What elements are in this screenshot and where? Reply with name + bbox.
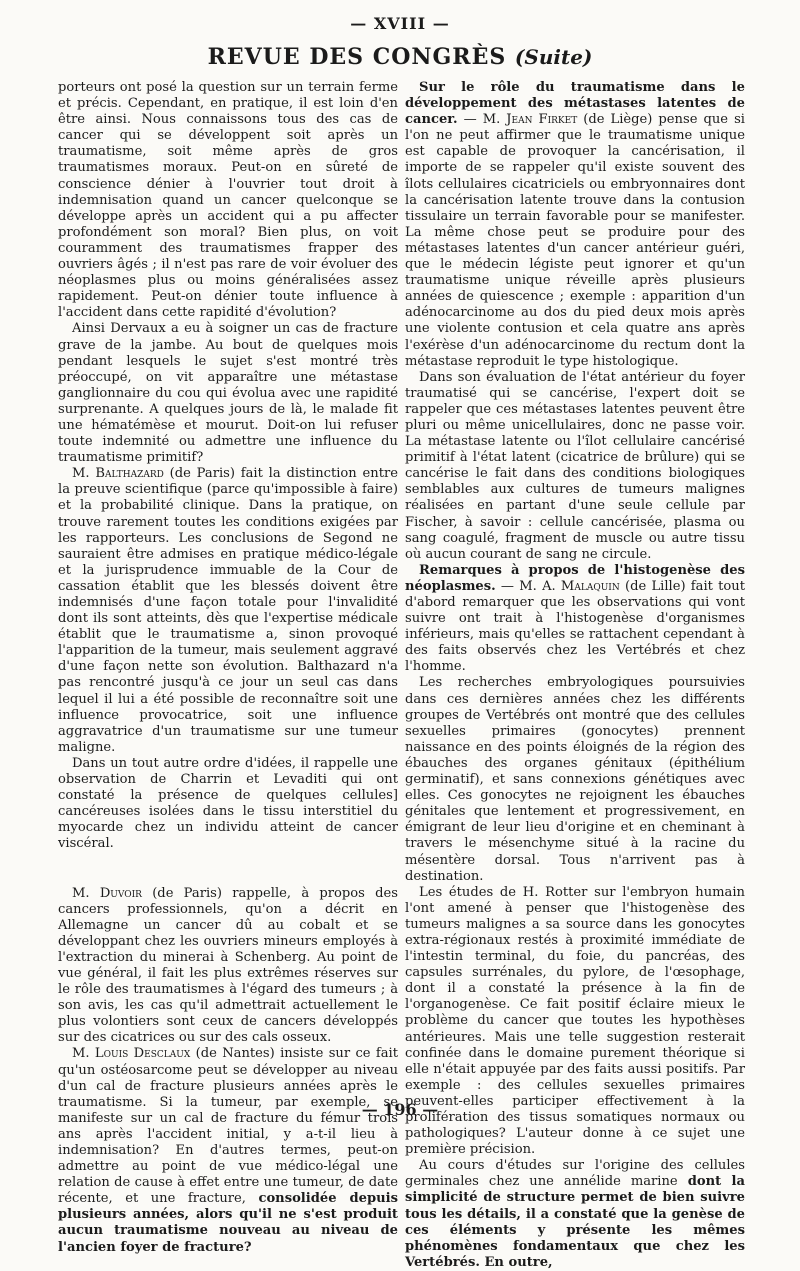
paragraph: [58, 886, 398, 1047]
title-suffix: (Suite): [514, 45, 593, 69]
paragraph-text: (de Paris) fait la distinction entre la preuve scientifique (parce qu'impossible à faire) et la probabilité clinique. Dans la pratique, on trouve rarement toutes les conditions exigées par les rapporteurs. Les conclusions de Segond ne sauraient être admises en pratique médico-légale et la jurisprudence immuable de la Cour de cassation établit que les blessés doivent être indemnisés d'une façon totale pour l'invalidité dont ils sont atteints, dès que l'expertise médicale établit que le traumatisme a, sinon provoqué l'apparition de la tumeur, mais seulement aggravé d'une façon nette son évolution. Balthazard n'a pas rencontré jusqu'à ce jour un seul cas dans lequel il lui a été possible de reconnaître soit une influence provocatrice, soit une influence aggravatrice d'un traumatisme sur une tumeur maligne.: [58, 466, 398, 755]
section-heading: Remarques à propos de l'histogenèse des néoplasmes.: [405, 562, 745, 594]
paragraph: [405, 563, 745, 676]
page-number: — 196 —: [361, 1100, 439, 1119]
right-column: [405, 80, 745, 1271]
page-title: [0, 44, 800, 70]
author-name: M. Balthazard: [72, 466, 164, 482]
paragraph: [58, 1046, 398, 1255]
paragraph: Dans un tout autre ordre d'idées, il rappelle une observation de Charrin et Levaditi qui ont constaté la présence de quelques cellules] cancéreuses isolées dans le tissu interstitiel du myocarde chez un individu atteint de cancer viscéral.: [58, 755, 398, 852]
author-name: — M. Jean Firket: [457, 112, 578, 128]
section-numeral: — XVIII —: [350, 14, 450, 33]
paragraph-text: (de Lille) fait tout d'abord remarquer que les observations qui vont suivre ont trait à l'histogenèse d'organismes inférieurs, mais qu'elles se rattachent cependant à des faits observés chez les Vertébrés et chez l'homme.: [405, 578, 745, 675]
paragraph-text: (de Nantes) insiste sur ce fait qu'un ostéosarcome peut se développer au niveau d'un cal de fracture plusieurs années après le traumatisme. Si la tumeur, par exemple, se manifeste sur un cal de fracture du fémur trois ans après l'accident initial, y a-t-il lieu à indemnisation? En d'autres termes, peut-on admettre au point de vue médico-légal une relation de cause à effet entre une tumeur, de date récente, et une fracture,: [58, 1046, 398, 1207]
paragraph: Ainsi Dervaux a eu à soigner un cas de fracture grave de la jambe. Au bout de quelques mois pendant lesquels le sujet s'est montré très préoccupé, on vit apparaître une métastase ganglionnaire du cou qui évolua avec une rapidité surprenante. A quelques jours de là, le malade fit une hématémèse et mourut. Doit-on lui refuser toute indemnité ou admettre une influence du traumatisme primitif?: [58, 321, 398, 466]
paragraph: porteurs ont posé la question sur un terrain ferme et précis. Cependant, en pratique, il est loin d'en être ainsi. Nous connaissons tous des cas de cancer qui se développent soit après un traumatisme, soit même après de gros traumatismes moraux. Peut-on en sûreté de conscience dénier à l'ouvrier tout droit à indemnisation quand un cancer quelconque se développe après un accident qui a pu affecter profondément son moral? Bien plus, on voit couramment des traumatismes frapper des ouvriers âgés ; il n'est pas rare de voir évoluer des néoplasmes plus ou moins généralisées assez rapidement. Peut-on dénier toute influence à l'accident dans cette rapidité d'évolution?: [58, 80, 398, 321]
paragraph-bold-text: consolidée depuis plusieurs années, alors qu'il ne s'est produit aucun traumatisme nouveau au niveau de l'ancien foyer de fracture?: [58, 1191, 398, 1255]
section-heading: Sur le rôle du traumatisme dans le développement des métastases latentes de cancer.: [405, 80, 745, 128]
author-name: M. Louis Desclaux: [72, 1046, 191, 1062]
paragraph: [405, 80, 745, 370]
author-name: M. Duvoir: [72, 885, 142, 901]
paragraph-bold-text: dont la simplicité de structure permet de bien suivre tous les détails, il a constaté que la genèse de ces éléments y présente les mêmes phénomènes fondamentaux que chez les Vertébrés. En outre,: [405, 1174, 745, 1270]
paragraph-text: Au cours d'études sur l'origine des cellules germinales chez une annélide marine: [405, 1158, 745, 1190]
left-column: [58, 80, 398, 1256]
paragraph: Dans son évaluation de l'état antérieur du foyer traumatisé qui se cancérise, l'expert doit se rappeler que ces métastases latentes peuvent être pluri ou même unicellulaires, donc ne passe voir. La métastase latente ou l'îlot cellulaire cancérisé primitif à l'état latent (cicatrice de brûlure) qui se cancérise le fait dans des conditions biologiques semblables aux cultures de tumeurs malignes réalisées en partant d'une seule cellule par Fischer, à savoir : cellule cancérisée, plasma ou sang coagulé, fragment de muscle ou autre tissu où aucun courant de sang ne circule.: [405, 369, 745, 562]
paragraph-text: (de Paris) rappelle, à propos des cancers professionnels, qu'on a décrit en Allemagne un cancer dû au cobalt et se développant chez les ouvriers mineurs employés à l'extraction du minerai à Schenberg. Au point de vue général, il fait les plus extrêmes réserves sur le rôle des traumatismes à l'égard des tumeurs ; à son avis, les cas qu'il admettrait actuellement le plus volontiers sont ceux de cancers développés sur des cicatrices ou sur des cals osseux.: [58, 885, 398, 1046]
paragraph: Les recherches embryologiques poursuivies dans ces dernières années chez les différents groupes de Vertébrés ont montré que des cellules sexuelles primaires (gonocytes) prennent naissance en des points éloignés de la région des ébauches des organes génitaux (épithélium germinatif), et sans connexions génétiques avec elles. Ces gonocytes ne rejoignent les ébauches génitales que lentement et progressivement, en émigrant de leur lieu d'origine et en cheminant à travers le mésenchyme situé à la racine du mésentère dorsal. Tous n'arrivent pas à destination.: [405, 675, 745, 884]
author-name: — M. A. Malaquin: [495, 578, 620, 594]
paragraph-text: (de Liège) pense que si l'on ne peut affirmer que le traumatisme unique est capable de provoquer la cancérisation, il importe de se rappeler qu'il existe souvent des îlots cellulaires cicatriciels ou embryonnaires dont la cancérisation latente trouve dans la contusion tissulaire un terrain favorable pour se manifester. La même chose peut se produire pour des métastases latentes d'un cancer antérieur guéri, que le médecin légiste peut ignorer et qu'un traumatisme unique réveille après plusieurs années de quiescence ; exemple : apparition d'un adénocarcinome au dos du pied deux mois après une violente contusion et cela quatre ans après l'exérèse d'un adénocarcinome du rectum dont la métastase reproduit le type histologique.: [405, 112, 745, 369]
paragraph: Les études de H. Rotter sur l'embryon humain l'ont amené à penser que l'histogenèse des tumeurs malignes a sa source dans les gonocytes extra-régionaux restés à proximité immédiate de l'intestin terminal, du foie, du pancréas, des capsules surrénales, du pylore, de l'œsophage, dont il a constaté la présence à la fin de l'organogenèse. Ce fait positif éclaire mieux le problème du cancer que toutes les hypothèses antérieures. Mais une telle suggestion resterait confinée dans le domaine purement théorique si elle n'était appuyée par des faits aussi positifs. Par exemple : des cellules sexuelles primaires peuvent-elles participer effectivement à la prolifération des tissus somatiques normaux ou pathologiques? L'auteur donne à ce sujet une première précision.: [405, 884, 745, 1158]
title-text: REVUE DES CONGRÈS: [207, 44, 507, 70]
paragraph: [405, 1158, 745, 1271]
paragraph: [58, 466, 398, 756]
